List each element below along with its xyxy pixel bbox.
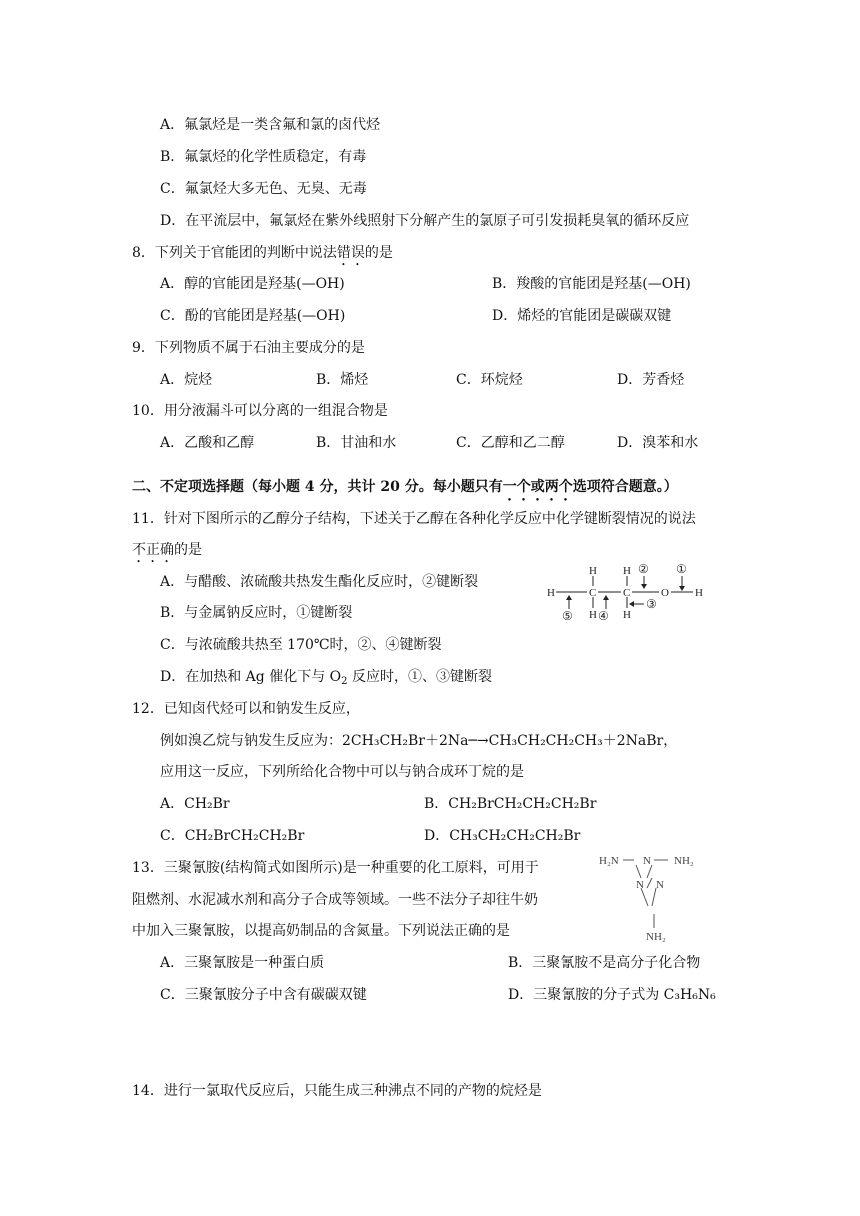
q12-stem-line2-pre: 例如溴乙烷与钠发生反应为： <box>160 733 342 749</box>
ring-n-top: N <box>643 855 651 867</box>
q12-stem-line1: 12．已知卤代烃可以和钠发生反应， <box>132 701 360 717</box>
q7-option-c: C．氟氯烃大多无色、无臭、无毒 <box>160 181 367 197</box>
q8-stem-post: 的是 <box>364 245 393 261</box>
q9-option-a: A．烷烃 <box>160 372 213 388</box>
q12-option-d: D．CH₃CH₂CH₂CH₂Br <box>424 828 581 844</box>
q8-stem-pre: 8．下列关于官能团的判断中说法 <box>132 245 337 261</box>
q9-option-b: B．烯烃 <box>316 372 369 388</box>
q11-stem-emphasis: 不正确 <box>132 542 174 558</box>
q10-option-b: B．甘油和水 <box>316 435 397 451</box>
atom-c-1: C <box>589 587 597 599</box>
ring-n-right: N <box>656 879 664 891</box>
group-nh2-bottom: NH₂ <box>646 931 666 943</box>
bond-number-5: ⑤ <box>562 609 573 623</box>
q8-option-c: C．酚的官能团是羟基(—OH) <box>160 308 346 324</box>
q8-option-a: A．醇的官能团是羟基(—OH) <box>160 276 345 292</box>
q10-option-d: D．溴苯和水 <box>617 435 699 451</box>
atom-h-top-2: H <box>623 565 631 577</box>
q13-stem-line3: 中加入三聚氰胺，以提高奶制品的含氮量。下列说法正确的是 <box>132 923 510 939</box>
bond-number-4: ④ <box>598 609 609 623</box>
q12-stem-line3: 应用这一反应，下列所给化合物中可以与钠合成环丁烷的是 <box>160 764 524 780</box>
ring-n-left: N <box>636 879 644 891</box>
q10-option-a: A．乙酸和乙醇 <box>160 435 255 451</box>
section-2-heading-pre: 二、不定项选择题（每小题 4 分，共计 20 分。每小题只有 <box>132 479 503 495</box>
q10-option-c: C．乙醇和乙二醇 <box>456 435 565 451</box>
q8-stem-emphasis: 错误 <box>336 245 365 261</box>
bond-number-1: ① <box>676 562 687 576</box>
atom-o: O <box>661 587 669 599</box>
q11-option-d-sub: 2 <box>341 676 348 687</box>
bond-number-2: ② <box>638 562 649 576</box>
group-nh2-right: NH₂ <box>674 855 694 867</box>
q10-stem: 10．用分液漏斗可以分离的一组混合物是 <box>132 403 388 419</box>
atom-h-bottom-2: H <box>623 609 631 621</box>
q13-stem-line1: 13．三聚氰胺(结构简式如图所示)是一种重要的化工原料，可用于 <box>132 860 539 876</box>
q11-stem-line2 <box>132 541 202 566</box>
q7-option-b: B．氟氯烃的化学性质稳定，有毒 <box>160 149 367 165</box>
q11-stem-line1: 11．针对下图所示的乙醇分子结构，下述关于乙醇在各种化学反应中化学键断裂情况的说法 <box>132 511 696 527</box>
atom-h-bottom-1: H <box>589 609 597 621</box>
q13-option-b: B．三聚氰胺不是高分子化合物 <box>508 955 701 971</box>
q13-stem-line2: 阻燃剂、水泥减水剂和高分子合成等领域。一些不法分子却往牛奶 <box>132 892 538 908</box>
q11-stem-post: 的是 <box>174 542 202 558</box>
section-2-heading-post: 选项符合题意。） <box>572 479 678 495</box>
q8-option-b: B．羧酸的官能团是羟基(—OH) <box>492 276 691 292</box>
section-2-heading <box>132 478 678 504</box>
ring-bond-4 <box>647 878 652 888</box>
q9-option-c: C．环烷烃 <box>456 372 523 388</box>
section-2-heading-emphasis: 一个或两个 <box>502 479 573 495</box>
q14-stem: 14．进行一氯取代反应后，只能生成三种沸点不同的产物的烷烃是 <box>132 1083 542 1099</box>
q9-stem: 9．下列物质不属于石油主要成分的是 <box>132 340 365 356</box>
q12-option-a: A．CH₂Br <box>160 796 230 812</box>
ring-bond-1 <box>636 865 641 878</box>
q11-option-a: A．与醋酸、浓硫酸共热发生酯化反应时，②键断裂 <box>160 574 479 590</box>
q11-option-d-pre: D．在加热和 Ag 催化下与 O <box>160 669 342 685</box>
ethanol-structure-figure <box>540 560 720 630</box>
q7-option-d: D．在平流层中，氟氯烃在紫外线照射下分解产生的氯原子可引发损耗臭氧的循环反应 <box>160 213 690 229</box>
q12-equation: 2CH₃CH₂Br＋2Na─→CH₃CH₂CH₂CH₃＋2NaBr， <box>342 733 678 749</box>
q9-option-d: D．芳香烃 <box>617 372 685 388</box>
atom-h-top-1: H <box>589 565 597 577</box>
q13-option-c: C．三聚氰胺分子中含有碳碳双键 <box>160 987 367 1003</box>
atom-c-2: C <box>623 587 631 599</box>
q13-option-a: A．三聚氰胺是一种蛋白质 <box>160 955 325 971</box>
q12-option-c: C．CH₂BrCH₂CH₂Br <box>160 828 305 844</box>
q11-option-d <box>160 668 492 686</box>
atom-h-left: H <box>547 587 555 599</box>
q8-option-d: D．烯烃的官能团是碳碳双键 <box>492 308 672 324</box>
q12-stem-line2 <box>160 732 677 750</box>
bond-number-3: ③ <box>646 597 657 611</box>
q11-option-d-post: 反应时，①、③键断裂 <box>347 669 492 685</box>
group-h2n-left: H₂N <box>599 855 619 867</box>
q12-option-b: B．CH₂BrCH₂CH₂CH₂Br <box>424 796 597 812</box>
q8-stem <box>132 244 393 269</box>
q7-option-a: A．氟氯烃是一类含氟和氯的卤代烃 <box>160 117 381 133</box>
atom-h-right: H <box>695 587 703 599</box>
q11-option-c: C．与浓硫酸共热至 170℃时，②、④键断裂 <box>160 637 442 653</box>
melamine-structure-figure <box>596 848 708 946</box>
q11-option-b: B．与金属钠反应时，①键断裂 <box>160 605 353 621</box>
q13-option-d: D．三聚氰胺的分子式为 C₃H₆N₆ <box>508 987 716 1003</box>
